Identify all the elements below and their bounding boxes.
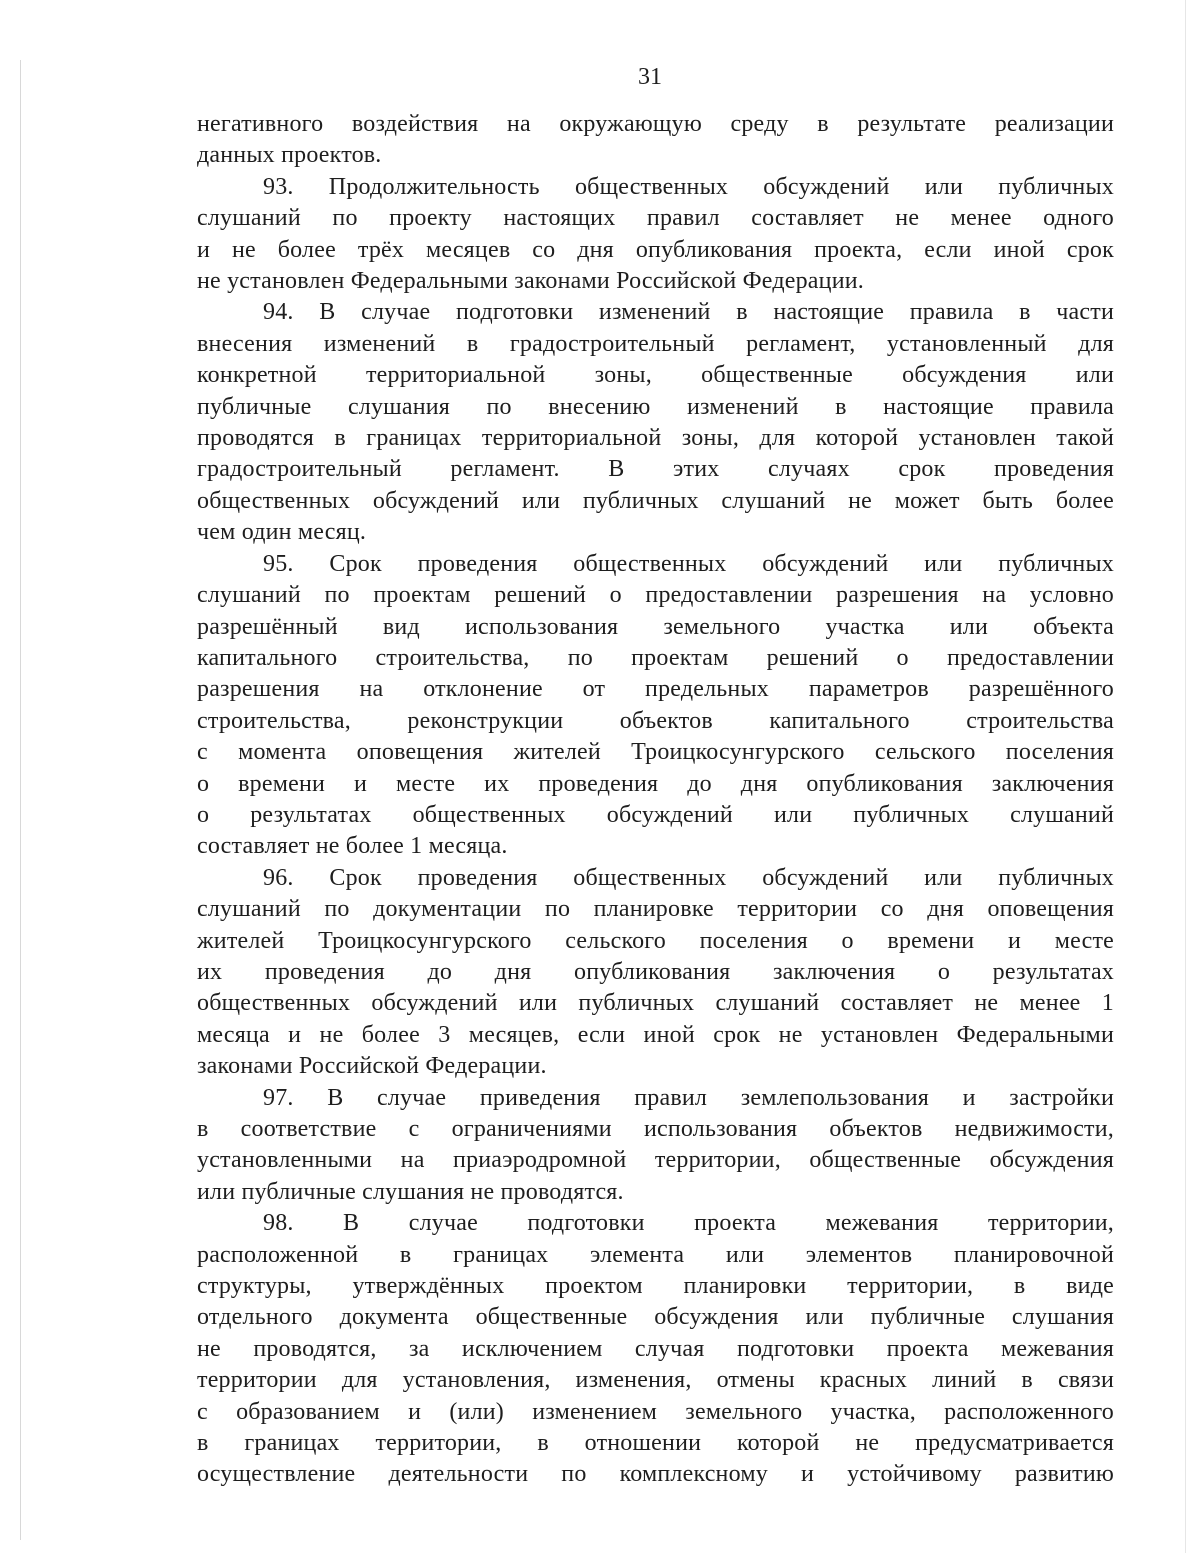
text-line: капитального строительства, по проектам решений о предоставлении: [197, 644, 1114, 671]
text-line: с образованием и (или) изменением земельного участка, расположенного: [197, 1398, 1114, 1425]
text-line: не проводятся, за исключением случая подготовки проекта межевания: [197, 1335, 1114, 1362]
text-line: слушаний по проекту настоящих правил составляет не менее одного: [197, 205, 1114, 232]
text-line: разрешения на отклонение от предельных параметров разрешённого: [197, 676, 1114, 703]
text-line: слушаний по документации по планировке территории со дня оповещения: [197, 896, 1114, 923]
text-line: о времени и месте их проведения до дня опубликования заключения: [197, 770, 1114, 797]
text-line: 98. В случае подготовки проекта межевания территории,: [263, 1210, 1114, 1237]
text-line: конкретной территориальной зоны, общественные обсуждения или: [197, 362, 1114, 389]
text-line: внесения изменений в градостроительный регламент, установленный для: [197, 330, 1114, 357]
text-line: о результатах общественных обсуждений или публичных слушаний: [197, 801, 1114, 828]
text-line: разрешённый вид использования земельного участка или объекта: [197, 613, 1114, 640]
text-line: общественных обсуждений или публичных слушаний не может быть более: [197, 487, 1114, 514]
text-line: в соответствие с ограничениями использования объектов недвижимости,: [197, 1116, 1114, 1142]
text-line: 94. В случае подготовки изменений в настоящие правила в части: [263, 299, 1114, 326]
text-line: слушаний по проектам решений о предоставлении разрешения на условно: [197, 582, 1114, 609]
text-line: составляет не более 1 месяца.: [197, 833, 508, 860]
text-line: в границах территории, в отношении которой не предусматривается: [197, 1430, 1114, 1457]
text-line: жителей Троицкосунгурского сельского поселения о времени и месте: [197, 927, 1114, 954]
scan-edge-right: [1185, 0, 1186, 1553]
page-body: [197, 109, 1114, 1491]
text-line: их проведения до дня опубликования заключения о результатах: [197, 958, 1114, 985]
text-line: проводятся в границах территориальной зоны, для которой установлен такой: [197, 425, 1114, 452]
text-line: 93. Продолжительность общественных обсуждений или публичных: [263, 173, 1114, 200]
scan-edge-left: [20, 60, 21, 1540]
text-line: или публичные слушания не проводятся.: [197, 1178, 624, 1205]
text-line: 97. В случае приведения правил землепользования и застройки: [263, 1084, 1114, 1111]
text-line: не установлен Федеральными законами Российской Федерации.: [197, 268, 864, 295]
text-line: территории для установления, изменения, отмены красных линий в связи: [197, 1367, 1114, 1394]
text-line: 95. Срок проведения общественных обсуждений или публичных: [263, 550, 1114, 577]
text-line: чем один месяц.: [197, 519, 367, 546]
text-line: расположенной в границах элемента или элементов планировочной: [197, 1241, 1114, 1268]
text-line: с момента оповещения жителей Троицкосунгурского сельского поселения: [197, 739, 1114, 766]
text-line: месяца и не более 3 месяцев, если иной срок не установлен Федеральными: [197, 1021, 1114, 1048]
text-line: данных проектов.: [197, 142, 382, 169]
text-line: градостроительный регламент. В этих случаях срок проведения: [197, 456, 1114, 483]
text-line: негативного воздействия на окружающую среду в результате реализации: [197, 111, 1114, 137]
text-line: структуры, утверждённых проектом планировки территории, в виде: [197, 1273, 1114, 1300]
text-line: законами Российской Федерации.: [197, 1053, 547, 1080]
page-number: 31: [638, 64, 662, 90]
text-line: общественных обсуждений или публичных слушаний составляет не менее 1: [197, 990, 1114, 1017]
text-line: публичные слушания по внесению изменений в настоящие правила: [197, 393, 1114, 420]
text-line: отдельного документа общественные обсуждения или публичные слушания: [197, 1304, 1114, 1331]
text-line: осуществление деятельности по комплексному и устойчивому развитию: [197, 1461, 1114, 1488]
text-line: строительства, реконструкции объектов капитального строительства: [197, 707, 1114, 734]
text-line: и не более трёх месяцев со дня опубликования проекта, если иной срок: [197, 236, 1114, 263]
text-line: 96. Срок проведения общественных обсуждений или публичных: [263, 864, 1114, 891]
text-line: установленными на приаэродромной территории, общественные обсуждения: [197, 1147, 1114, 1174]
